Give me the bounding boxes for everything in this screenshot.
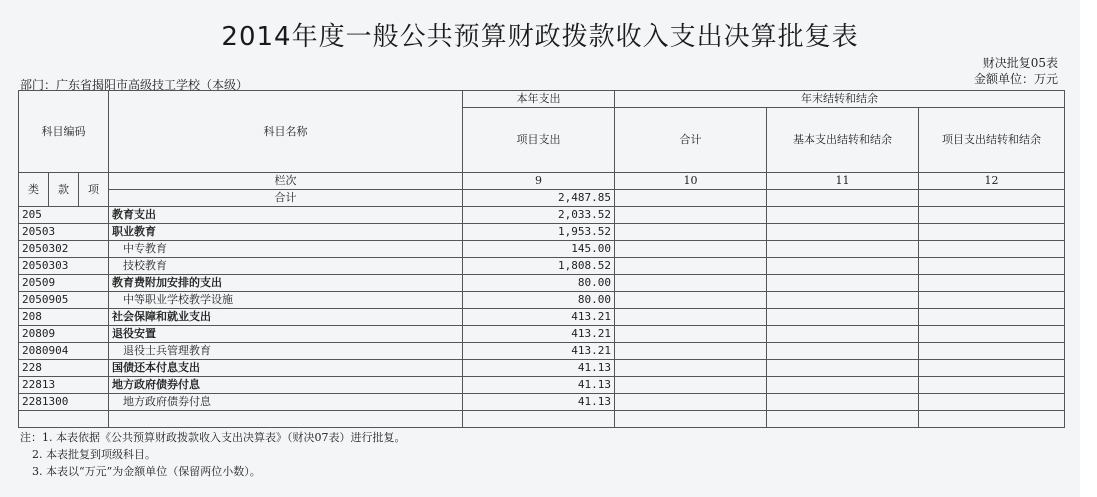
row-project-carry — [919, 343, 1065, 360]
row-year-end-total — [615, 241, 767, 258]
header-basic-carry: 基本支出结转和结余 — [767, 108, 919, 173]
row-code: 208 — [19, 309, 109, 326]
row-name: 技校教育 — [109, 258, 463, 275]
row-year-end-total — [615, 309, 767, 326]
row-project-expense: 41.13 — [463, 394, 615, 411]
row-basic-carry — [767, 394, 919, 411]
empty-row — [19, 411, 1065, 428]
row-code: 2281300 — [19, 394, 109, 411]
table-row — [19, 309, 1065, 326]
row-project-expense: 2,033.52 — [463, 207, 615, 224]
header-row-3 — [19, 173, 1065, 190]
row-basic-carry — [767, 207, 919, 224]
header-project-carry: 项目支出结转和结余 — [919, 108, 1065, 173]
row-name: 退役安置 — [109, 326, 463, 343]
header-total: 合计 — [615, 108, 767, 173]
col-number-9: 9 — [463, 173, 615, 190]
row-project-carry — [919, 241, 1065, 258]
page-title: 2014年度一般公共预算财政拨款收入支出决算批复表 — [221, 22, 859, 52]
row-project-expense: 41.13 — [463, 360, 615, 377]
row-basic-carry — [767, 224, 919, 241]
table-row — [19, 275, 1065, 292]
col-number-12: 12 — [919, 173, 1065, 190]
col-number-10: 10 — [615, 173, 767, 190]
header-column-no: 栏次 — [109, 173, 463, 190]
header-row-1 — [19, 91, 1065, 108]
row-basic-carry — [767, 241, 919, 258]
budget-table — [18, 90, 1065, 428]
row-project-carry — [919, 258, 1065, 275]
header-year-end: 年末结转和结余 — [615, 91, 1065, 108]
row-basic-carry — [767, 258, 919, 275]
total-col12 — [919, 190, 1065, 207]
row-project-carry — [919, 360, 1065, 377]
department-label: 部门：广东省揭阳市高级技工学校（本级） — [20, 78, 249, 92]
row-code: 205 — [19, 207, 109, 224]
row-project-expense: 1,808.52 — [463, 258, 615, 275]
header-lei: 类 — [19, 173, 49, 207]
row-year-end-total — [615, 394, 767, 411]
row-basic-carry — [767, 275, 919, 292]
table-row — [19, 377, 1065, 394]
row-project-carry — [919, 224, 1065, 241]
row-code: 2050303 — [19, 258, 109, 275]
row-code: 20509 — [19, 275, 109, 292]
table-row — [19, 360, 1065, 377]
empty-cell — [615, 411, 767, 428]
header-project-expense: 项目支出 — [463, 108, 615, 173]
table-row — [19, 258, 1065, 275]
row-code: 2050302 — [19, 241, 109, 258]
row-project-carry — [919, 394, 1065, 411]
footnote-1: 注：1. 本表依据《公共预算财政拨款收入支出决算表》（财决07表）进行批复。 — [20, 431, 406, 444]
table-row — [19, 343, 1065, 360]
row-name: 职业教育 — [109, 224, 463, 241]
row-code: 2080904 — [19, 343, 109, 360]
row-project-carry — [919, 207, 1065, 224]
header-current-year: 本年支出 — [463, 91, 615, 108]
header-kuan: 款 — [49, 173, 79, 207]
footnote-2: 2. 本表批复到项级科目。 — [32, 448, 156, 461]
row-year-end-total — [615, 275, 767, 292]
row-year-end-total — [615, 224, 767, 241]
row-year-end-total — [615, 326, 767, 343]
row-project-expense: 145.00 — [463, 241, 615, 258]
empty-cell — [109, 411, 463, 428]
row-year-end-total — [615, 258, 767, 275]
row-year-end-total — [615, 292, 767, 309]
table-row — [19, 207, 1065, 224]
row-year-end-total — [615, 343, 767, 360]
row-project-expense: 413.21 — [463, 343, 615, 360]
row-name: 地方政府债券付息 — [109, 377, 463, 394]
total-col10 — [615, 190, 767, 207]
row-basic-carry — [767, 377, 919, 394]
row-project-expense: 41.13 — [463, 377, 615, 394]
col-number-11: 11 — [767, 173, 919, 190]
footnotes — [20, 429, 406, 480]
header-name: 科目名称 — [109, 91, 463, 173]
footnote-3: 3. 本表以“万元”为金额单位（保留两位小数）。 — [32, 465, 261, 478]
amount-unit: 金额单位：万元 — [973, 72, 1058, 86]
row-name: 中等职业学校教学设施 — [109, 292, 463, 309]
total-label: 合计 — [109, 190, 463, 207]
row-project-carry — [919, 292, 1065, 309]
row-project-carry — [919, 377, 1065, 394]
row-code: 228 — [19, 360, 109, 377]
total-row — [19, 190, 1065, 207]
row-basic-carry — [767, 326, 919, 343]
row-project-carry — [919, 309, 1065, 326]
row-name: 社会保障和就业支出 — [109, 309, 463, 326]
row-project-expense: 80.00 — [463, 292, 615, 309]
row-project-carry — [919, 275, 1065, 292]
table-row — [19, 326, 1065, 343]
row-basic-carry — [767, 292, 919, 309]
budget-table-wrapper — [18, 90, 1064, 428]
row-basic-carry — [767, 360, 919, 377]
row-code: 20809 — [19, 326, 109, 343]
row-basic-carry — [767, 309, 919, 326]
empty-cell — [919, 411, 1065, 428]
row-project-expense: 413.21 — [463, 309, 615, 326]
row-name: 教育支出 — [109, 207, 463, 224]
row-project-expense: 413.21 — [463, 326, 615, 343]
table-row — [19, 394, 1065, 411]
row-project-expense: 80.00 — [463, 275, 615, 292]
row-project-expense: 1,953.52 — [463, 224, 615, 241]
row-year-end-total — [615, 360, 767, 377]
row-code: 20503 — [19, 224, 109, 241]
total-value: 2,487.85 — [463, 190, 615, 207]
table-row — [19, 224, 1065, 241]
table-row — [19, 241, 1065, 258]
header-xiang: 项 — [79, 173, 109, 207]
row-project-carry — [919, 326, 1065, 343]
row-code: 22813 — [19, 377, 109, 394]
empty-cell — [463, 411, 615, 428]
table-row — [19, 292, 1065, 309]
row-year-end-total — [615, 377, 767, 394]
row-name: 国债还本付息支出 — [109, 360, 463, 377]
row-name: 地方政府债券付息 — [109, 394, 463, 411]
form-number: 财决批复05表 — [982, 56, 1058, 70]
row-name: 中专教育 — [109, 241, 463, 258]
empty-cell — [19, 411, 109, 428]
total-col11 — [767, 190, 919, 207]
row-name: 教育费附加安排的支出 — [109, 275, 463, 292]
header-code: 科目编码 — [19, 91, 109, 173]
row-basic-carry — [767, 343, 919, 360]
row-code: 2050905 — [19, 292, 109, 309]
row-year-end-total — [615, 207, 767, 224]
row-name: 退役士兵管理教育 — [109, 343, 463, 360]
empty-cell — [767, 411, 919, 428]
